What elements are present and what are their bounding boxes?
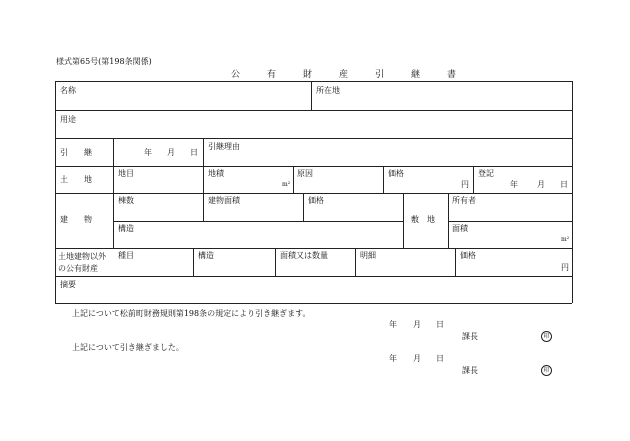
land-price-unit: 円 (461, 180, 469, 189)
statement2-year: 年 (389, 354, 397, 363)
site-area-unit: m² (561, 236, 570, 243)
land-price-label: 価格 (388, 169, 404, 178)
site-owner-label: 所有者 (452, 196, 476, 205)
site-area-label: 面積 (452, 224, 468, 233)
building-count-label: 棟数 (118, 196, 134, 205)
land-reg-year: 年 (510, 180, 518, 189)
land-category-label: 地目 (118, 169, 134, 178)
site-label: 敷 地 (411, 215, 435, 224)
land-label: 土 地 (60, 175, 92, 184)
statement2-day: 日 (436, 354, 444, 363)
received-statement: 上記について引き継ぎました。 (72, 343, 184, 352)
other-structure-label: 構造 (198, 251, 214, 260)
land-reg-month: 月 (537, 180, 545, 189)
land-area-label: 地積 (208, 169, 224, 178)
transfer-reason-label: 引継理由 (208, 142, 240, 151)
location-label: 所在地 (316, 86, 340, 95)
other-detail-label: 明細 (360, 251, 376, 260)
other-price-label: 価格 (460, 251, 476, 260)
land-area-unit: m² (282, 181, 291, 188)
name-label: 名称 (60, 86, 76, 95)
other-property-label-line2: の公有財産 (58, 264, 98, 273)
building-label: 建 物 (60, 215, 92, 224)
transfer-label: 引 継 (60, 148, 92, 157)
land-registration-label: 登記 (478, 169, 494, 178)
land-reg-day: 日 (560, 180, 568, 189)
statement1-day: 日 (436, 320, 444, 329)
seal2-mark: 印 (541, 365, 552, 376)
transfer-statement: 上記について松前町財務規則第198条の規定により引き継ぎます。 (72, 309, 311, 318)
statement1-year: 年 (389, 320, 397, 329)
purpose-label: 用途 (60, 115, 76, 124)
other-price-unit: 円 (561, 263, 569, 272)
remarks-label: 摘要 (60, 280, 76, 289)
building-price-label: 価格 (308, 196, 324, 205)
page-title: 公 有 財 産 引 継 書 (231, 70, 466, 80)
other-property-label-line1: 土地建物以外 (58, 252, 106, 261)
other-area-qty-label: 面積又は数量 (280, 251, 328, 260)
chief2-label: 課長 (462, 366, 478, 375)
transfer-month: 月 (167, 148, 175, 157)
transfer-year: 年 (144, 148, 152, 157)
statement2-month: 月 (413, 354, 421, 363)
form-number: 様式第65号(第198条関係) (56, 57, 152, 66)
transfer-day: 日 (190, 148, 198, 157)
statement1-month: 月 (413, 320, 421, 329)
other-type-label: 種目 (118, 251, 134, 260)
building-floor-area-label: 建物面積 (208, 196, 240, 205)
chief1-label: 課長 (462, 332, 478, 341)
seal1-mark: 印 (541, 331, 552, 342)
building-structure-label: 構造 (118, 224, 134, 233)
land-cause-label: 原因 (297, 169, 313, 178)
